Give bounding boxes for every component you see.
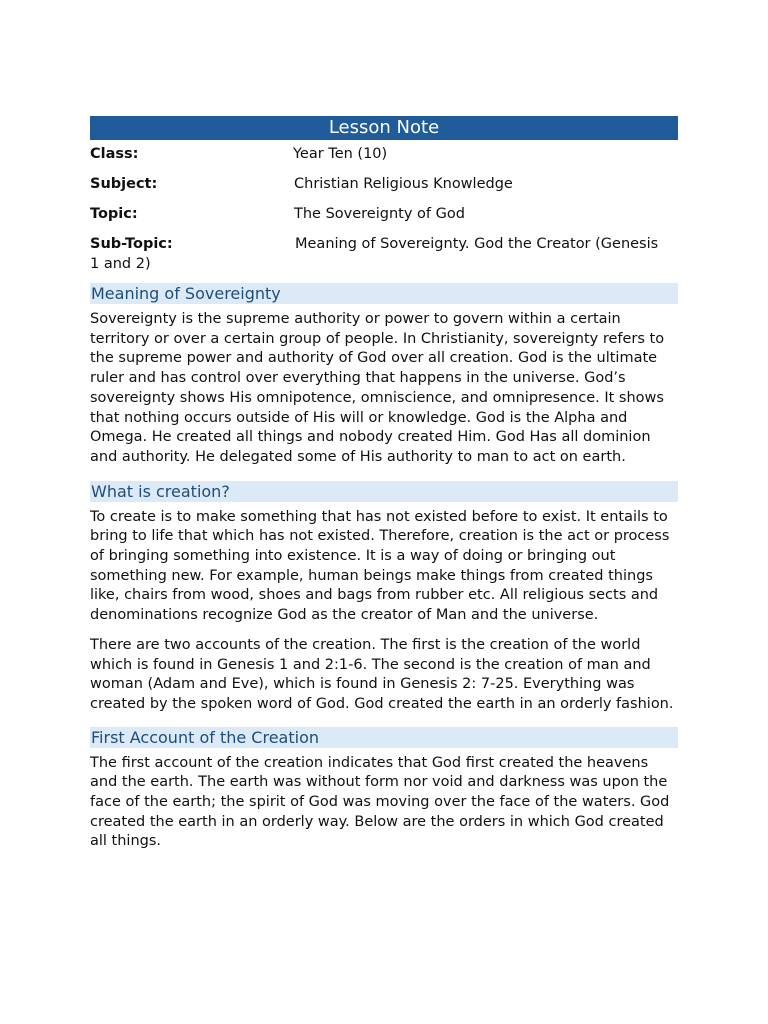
section-heading: First Account of the Creation — [90, 727, 678, 748]
subtopic-row — [90, 234, 678, 274]
subject-row — [90, 174, 678, 194]
paragraph: There are two accounts of the creation. The first is the creation of the world which is found in Genesis 1 and 2:1-6. The second is the creation of man and woman (Adam and Eve), which is found in Genesis 2: 7-25. Everything was created by the spoken word of God. God created the earth in an orderly fashion. — [90, 636, 674, 712]
topic-value: The Sovereignty of God — [294, 206, 465, 222]
lesson-note-title: Lesson Note — [90, 116, 678, 140]
paragraph: Sovereignty is the supreme authority or power to govern within a certain territory or over a certain group of people. In Christianity, sovereignty refers to the supreme power and authority of God over all creation. God is the ultimate ruler and has control over everything that happens in the universe. God’s sovereignty shows His omnipotence, omniscience, and omnipresence. It shows that nothing occurs outside of His will or knowledge. God is the Alpha and Omega. He created all things and nobody created Him. God Has all dominion and authority. He delegated some of His authority to man to act on earth. — [90, 311, 665, 465]
section-heading: What is creation? — [90, 481, 678, 502]
subtopic-value-line1: Meaning of Sovereignty. God the Creator (Genesis — [295, 236, 659, 252]
paragraph: The first account of the creation indicates that God first created the heavens and the earth. The earth was without form nor void and darkness was upon the face of the earth; the spirit of God was moving over the face of the waters. God created the earth in an orderly way. Below are the orders in which God created all things. — [90, 754, 670, 850]
class-row — [90, 144, 678, 164]
section-heading: Meaning of Sovereignty — [90, 283, 678, 304]
paragraph: To create is to make something that has not existed before to exist. It entails to bring to life that which has not existed. Therefore, creation is the act or process of bringing something into existence. It is a way of doing or bringing out something new. For example, human beings make things from created things like, chairs from wood, shoes and bags from rubber etc. All religious sects and denominations recognize God as the creator of Man and the universe. — [90, 508, 670, 624]
subject-label: Subject: — [90, 176, 158, 192]
subject-value: Christian Religious Knowledge — [294, 176, 513, 192]
subtopic-value-line2: 1 and 2) — [90, 256, 151, 272]
topic-row — [90, 204, 678, 224]
topic-label: Topic: — [90, 206, 138, 222]
lesson-note — [90, 116, 678, 852]
class-label: Class: — [90, 146, 139, 162]
subtopic-label: Sub-Topic: — [90, 236, 173, 252]
class-value: Year Ten (10) — [293, 146, 388, 162]
